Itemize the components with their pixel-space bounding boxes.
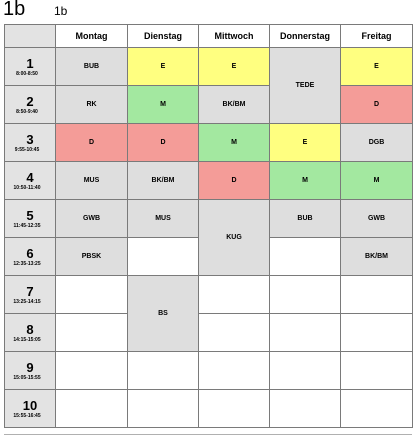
period-time: 8:50-9:40 [16, 108, 38, 115]
period-number: 6 [26, 245, 34, 261]
period-header-1 [5, 48, 56, 86]
period-row-3 [5, 124, 413, 162]
period-row-7 [5, 276, 413, 314]
period-header-3 [5, 124, 56, 162]
lesson-cell[interactable]: BK/BM [199, 86, 270, 124]
lesson-cell[interactable]: M [199, 124, 270, 162]
lesson-cell[interactable]: D [341, 86, 413, 124]
empty-cell[interactable] [270, 314, 341, 352]
period-number: 4 [26, 169, 34, 185]
empty-cell[interactable] [341, 314, 413, 352]
empty-cell[interactable] [56, 390, 128, 428]
lesson-cell[interactable]: RK [56, 86, 128, 124]
empty-cell[interactable] [56, 276, 128, 314]
lesson-cell[interactable]: TEDE [270, 48, 341, 124]
empty-cell[interactable] [270, 238, 341, 276]
period-number: 3 [26, 131, 34, 147]
day-header-monday: Montag [56, 25, 128, 48]
day-header-wednesday: Mittwoch [199, 25, 270, 48]
empty-cell[interactable] [270, 352, 341, 390]
period-time: 13:25-14:15 [13, 298, 41, 305]
lesson-cell[interactable]: D [56, 124, 128, 162]
class-title: 1b [3, 0, 26, 20]
period-number: 8 [26, 321, 34, 337]
period-row-4 [5, 162, 413, 200]
period-header-2 [5, 86, 56, 124]
period-time: 11:45-12:35 [13, 222, 41, 229]
empty-cell[interactable] [128, 390, 199, 428]
period-number: 5 [26, 207, 34, 223]
period-header-6 [5, 238, 56, 276]
lesson-cell[interactable]: BK/BM [128, 162, 199, 200]
period-row-10 [5, 390, 413, 428]
period-number: 1 [26, 55, 34, 71]
lesson-cell[interactable]: M [270, 162, 341, 200]
day-header-row [5, 25, 413, 48]
lesson-cell[interactable]: M [341, 162, 413, 200]
lesson-cell[interactable]: BS [128, 276, 199, 352]
period-time: 15:05-15:55 [13, 374, 41, 381]
lesson-cell[interactable]: GWB [56, 200, 128, 238]
lesson-cell[interactable]: MUS [128, 200, 199, 238]
lesson-cell[interactable]: KUG [199, 200, 270, 276]
day-header-thursday: Donnerstag [270, 25, 341, 48]
empty-cell[interactable] [341, 276, 413, 314]
empty-cell[interactable] [270, 276, 341, 314]
period-row-5 [5, 200, 413, 238]
empty-cell[interactable] [128, 238, 199, 276]
lesson-cell[interactable]: E [270, 124, 341, 162]
lesson-cell[interactable]: BUB [56, 48, 128, 86]
period-number: 7 [26, 283, 34, 299]
period-header-8 [5, 314, 56, 352]
period-row-9 [5, 352, 413, 390]
timetable [4, 24, 413, 428]
lesson-cell[interactable]: E [199, 48, 270, 86]
lesson-cell[interactable]: BUB [270, 200, 341, 238]
period-time: 10:50-11:40 [13, 184, 41, 191]
empty-cell[interactable] [270, 390, 341, 428]
period-time: 15:55-16:45 [13, 412, 41, 419]
lesson-cell[interactable]: MUS [56, 162, 128, 200]
lesson-cell[interactable]: BK/BM [341, 238, 413, 276]
empty-cell[interactable] [341, 352, 413, 390]
period-header-7 [5, 276, 56, 314]
empty-cell[interactable] [128, 352, 199, 390]
period-header-4 [5, 162, 56, 200]
lesson-cell[interactable]: GWB [341, 200, 413, 238]
class-subtitle: 1b [54, 4, 68, 18]
period-header-5 [5, 200, 56, 238]
empty-cell[interactable] [199, 352, 270, 390]
period-number: 9 [26, 359, 34, 375]
lesson-cell[interactable]: E [341, 48, 413, 86]
lesson-cell[interactable]: DGB [341, 124, 413, 162]
footer-divider [4, 434, 412, 435]
period-header-9 [5, 352, 56, 390]
period-time: 9:55-10:45 [14, 146, 40, 153]
period-row-2 [5, 86, 413, 124]
corner-cell [5, 25, 56, 48]
period-number: 2 [26, 93, 34, 109]
period-row-8 [5, 314, 413, 352]
period-number: 10 [22, 397, 38, 413]
period-row-1 [5, 48, 413, 86]
empty-cell[interactable] [199, 314, 270, 352]
empty-cell[interactable] [56, 352, 128, 390]
lesson-cell[interactable]: E [128, 48, 199, 86]
day-header-tuesday: Dienstag [128, 25, 199, 48]
empty-cell[interactable] [199, 390, 270, 428]
period-header-10 [5, 390, 56, 428]
period-time: 12:35-13:25 [13, 260, 41, 267]
lesson-cell[interactable]: M [128, 86, 199, 124]
lesson-cell[interactable]: PBSK [56, 238, 128, 276]
lesson-cell[interactable]: D [199, 162, 270, 200]
empty-cell[interactable] [341, 390, 413, 428]
day-header-friday: Freitag [341, 25, 413, 48]
period-time: 14:15-15:05 [13, 336, 41, 343]
empty-cell[interactable] [56, 314, 128, 352]
empty-cell[interactable] [199, 276, 270, 314]
period-time: 8:00-8:50 [16, 70, 38, 77]
lesson-cell[interactable]: D [128, 124, 199, 162]
